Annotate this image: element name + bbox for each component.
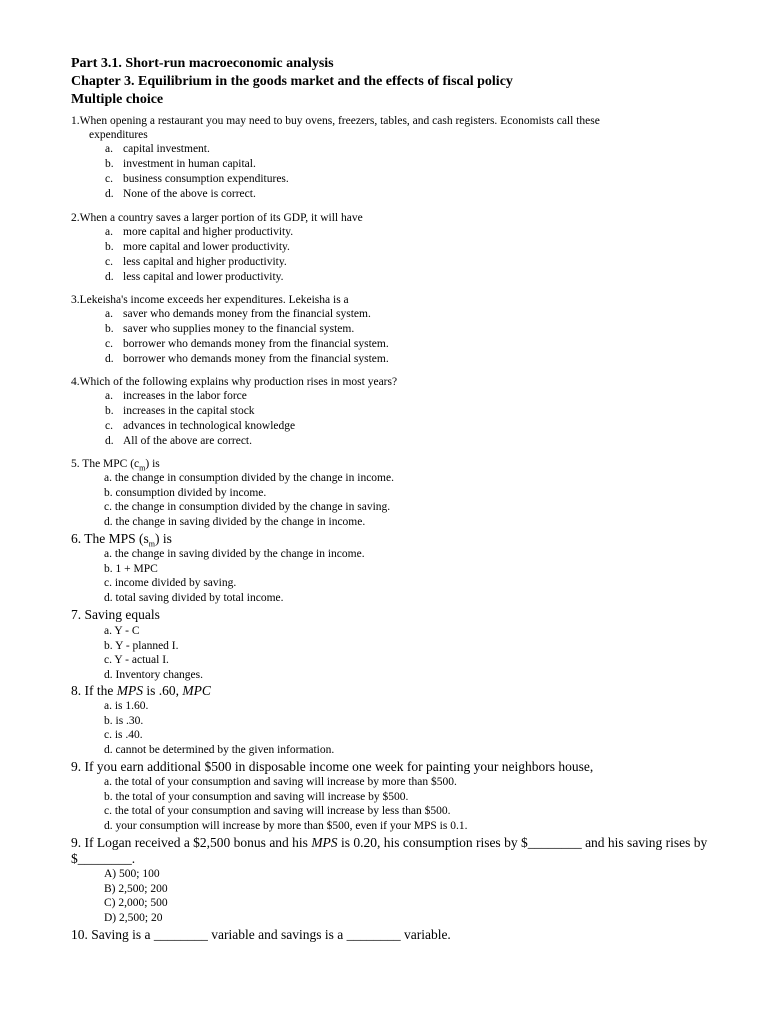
- option: a. Y - C: [104, 625, 140, 637]
- option: a. capital investment.: [105, 143, 210, 155]
- question-6: 6. The MPS $(s_m)$ is: [71, 531, 172, 549]
- option: d. cannot be determined by the given information.: [104, 743, 335, 756]
- option: c. business consumption expenditures.: [105, 173, 289, 185]
- option: c. the total of your consumption and saving will increase by less than $500.: [104, 805, 451, 818]
- option: d. borrower who demands money from the financial system.: [105, 353, 389, 365]
- option: b. consumption divided by income.: [104, 486, 267, 499]
- option: a. is 1.60.: [104, 700, 149, 712]
- question-8-options: [104, 699, 334, 757]
- option: c. is .40.: [104, 729, 143, 742]
- question-5: 5. The MPC $(c_m)$ is: [71, 458, 160, 473]
- chapter-heading: Chapter 3. Equilibrium in the goods market and the effects of fiscal policy: [71, 74, 513, 89]
- question-1-continuation: expenditures: [89, 129, 148, 141]
- option: c. borrower who demands money from the financial system.: [105, 338, 389, 350]
- question-2: 2.When a country saves a larger portion of its GDP, it will have: [71, 212, 363, 224]
- question-3-options: [105, 307, 389, 367]
- option: B) 2,500; 200: [104, 882, 168, 895]
- option: b. the total of your consumption and saving will increase by $500.: [104, 790, 409, 803]
- part-heading: Part 3.1. Short-run macroeconomic analysis: [71, 56, 334, 71]
- option: b. is .30.: [104, 714, 144, 727]
- question-9b-options: [104, 867, 168, 925]
- option: a. saver who demands money from the financial system.: [105, 308, 371, 320]
- option: a. more capital and higher productivity.: [105, 226, 294, 238]
- option: a. the change in consumption divided by the change in income.: [104, 472, 394, 484]
- option: D) 2,500; 20: [104, 911, 163, 924]
- question-6-options: [104, 547, 365, 605]
- option: b. investment in human capital.: [105, 158, 256, 170]
- option: b. Y - planned I.: [104, 639, 179, 652]
- option: a. increases in the labor force: [105, 390, 247, 402]
- option: A) 500; 100: [104, 868, 160, 880]
- option: b. more capital and lower productivity.: [105, 241, 290, 253]
- question-9a: 9. If you earn additional $500 in disposable income one week for painting your neighbors house,: [71, 759, 594, 774]
- option: d. Inventory changes.: [104, 668, 203, 681]
- option: C) 2,000; 500: [104, 897, 168, 909]
- option: d. total saving divided by total income.: [104, 591, 284, 604]
- question-5-options: [104, 471, 394, 529]
- question-10: 10. Saving is a ________ variable and savings is a ________ variable.: [71, 927, 451, 942]
- question-2-options: [105, 225, 293, 285]
- question-9a-options: [104, 775, 467, 833]
- option: d. less capital and lower productivity.: [105, 271, 284, 283]
- option: b. 1 + MPC: [104, 562, 158, 575]
- question-1-options: [105, 142, 289, 202]
- option: b. saver who supplies money to the financial system.: [105, 323, 355, 335]
- section-heading: Multiple choice: [71, 92, 164, 107]
- question-4-options: [105, 389, 295, 449]
- option: c. Y - actual I.: [104, 654, 169, 667]
- question-7-options: [104, 624, 203, 682]
- question-7: 7. Saving equals: [71, 607, 160, 622]
- option: c. advances in technological knowledge: [105, 420, 296, 432]
- option: a. the total of your consumption and saving will increase by more than $500.: [104, 776, 457, 788]
- question-9b: 9. If Logan received a $2,500 bonus and his MPS is 0.20, his consumption rises by $________ and his saving rises by $________.: [71, 835, 708, 866]
- option: b. increases in the capital stock: [105, 405, 255, 417]
- option: d. your consumption will increase by more than $500, even if your MPS is 0.1.: [104, 819, 468, 832]
- option: d. None of the above is correct.: [105, 188, 256, 200]
- option: a. the change in saving divided by the change in income.: [104, 548, 365, 560]
- option: d. the change in saving divided by the change in income.: [104, 515, 366, 528]
- option: c. income divided by saving.: [104, 577, 237, 590]
- option: d. All of the above are correct.: [105, 435, 252, 447]
- question-4: 4.Which of the following explains why production rises in most years?: [71, 376, 398, 388]
- question-3: 3.Lekeisha's income exceeds her expenditures. Lekeisha is a: [71, 294, 349, 306]
- question-1: 1.When opening a restaurant you may need to buy ovens, freezers, tables, and cash registers. Economists call these: [71, 115, 600, 127]
- option: c. less capital and higher productivity.: [105, 256, 287, 268]
- question-8: 8. If the MPS is .60, MPC: [71, 683, 211, 698]
- option: c. the change in consumption divided by the change in saving.: [104, 501, 391, 514]
